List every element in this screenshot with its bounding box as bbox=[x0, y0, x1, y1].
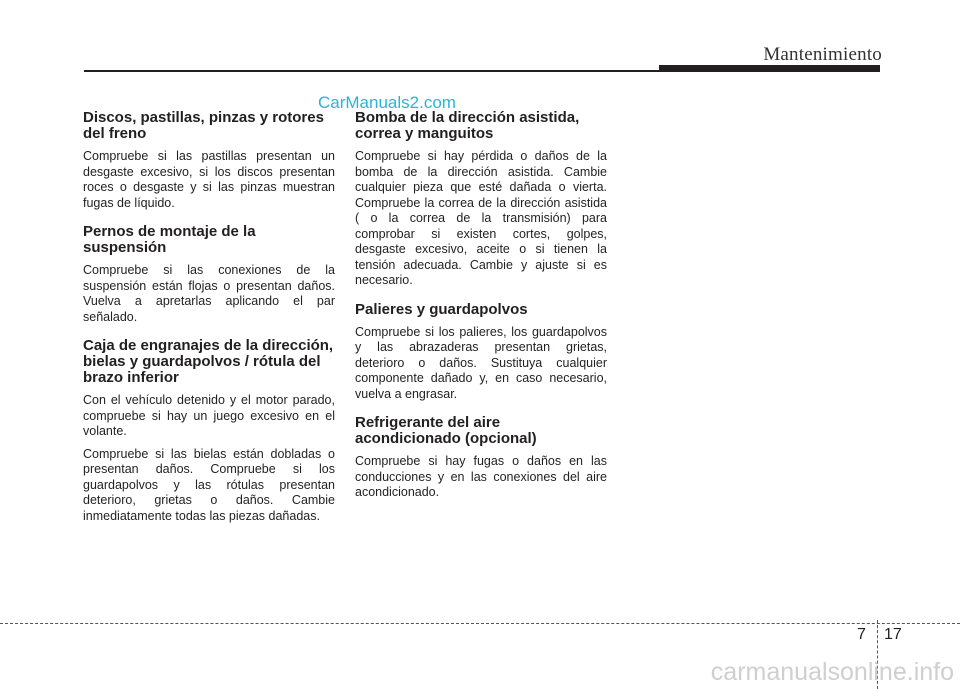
section-paragraph: Compruebe si las bielas están dobladas o presentan daños. Compruebe si los guardapolvos y las rótulas presentan deterioro, grietas o daños. Cambie inmediatamente todas las piezas dañadas. bbox=[83, 446, 335, 523]
section-ac-refrigerant bbox=[355, 415, 607, 501]
chapter-number: 7 bbox=[857, 626, 866, 643]
running-header-title: Mantenimiento bbox=[763, 44, 882, 65]
footer-rule bbox=[0, 623, 960, 624]
section-heading: Discos, pastillas, pinzas y rotores del freno bbox=[83, 109, 324, 142]
header-rule-accent bbox=[659, 65, 880, 72]
section-paragraph: Con el vehículo detenido y el motor parado, compruebe si hay un juego excesivo en el volante. bbox=[83, 393, 335, 438]
section-paragraph: Compruebe si las pastillas presentan un desgaste excesivo, si los discos presentan roces o desgaste y si las pinzas muestran fugas de líquido. bbox=[83, 149, 335, 210]
header-rule bbox=[84, 70, 659, 72]
right-column bbox=[355, 110, 607, 514]
section-paragraph: Compruebe si las conexiones de la suspensión están flojas o presentan daños. Vuelva a apretarlas aplicando el par señalado. bbox=[83, 263, 335, 324]
section-paragraph: Compruebe si los palieres, los guardapolvos y las abrazaderas presentan grietas, deterioro o daños. Sustituya cualquier componente dañado y, en caso necesario, vuelva a engrasar. bbox=[355, 324, 607, 401]
section-paragraph: Compruebe si hay fugas o daños en las conducciones y en las conexiones del aire acondicionado. bbox=[355, 454, 607, 499]
left-column bbox=[83, 110, 335, 537]
section-heading: Pernos de montaje de la suspensión bbox=[83, 223, 256, 256]
section-heading: Bomba de la dirección asistida, correa y manguitos bbox=[355, 109, 580, 142]
section-suspension-bolts bbox=[83, 224, 335, 325]
section-power-steering bbox=[355, 110, 607, 289]
section-brakes bbox=[83, 110, 335, 211]
section-drive-shafts bbox=[355, 302, 607, 403]
section-heading: Palieres y guardapolvos bbox=[355, 300, 528, 318]
site-watermark: carmanualsonline.info bbox=[710, 658, 954, 686]
section-heading: Caja de engranajes de la dirección, bielas y guardapolvos / rótula del brazo inferior bbox=[83, 337, 334, 386]
section-heading: Refrigerante del aire acondicionado (opcional) bbox=[355, 414, 537, 447]
section-steering-gear bbox=[83, 338, 335, 524]
page-number: 17 bbox=[884, 626, 902, 643]
watermark-text: CarManuals2.com bbox=[318, 93, 456, 112]
section-paragraph: Compruebe si hay pérdida o daños de la bomba de la dirección asistida. Cambie cualquier pieza que esté dañada o vierta. Compruebe la correa de la dirección asistida ( o la correa de la transmisión) para comprobar si existen cortes, golpes, desgaste excesivo, aceite o si tienen la tensión adecuada. Cambie y ajuste si es necesario. bbox=[355, 149, 607, 287]
